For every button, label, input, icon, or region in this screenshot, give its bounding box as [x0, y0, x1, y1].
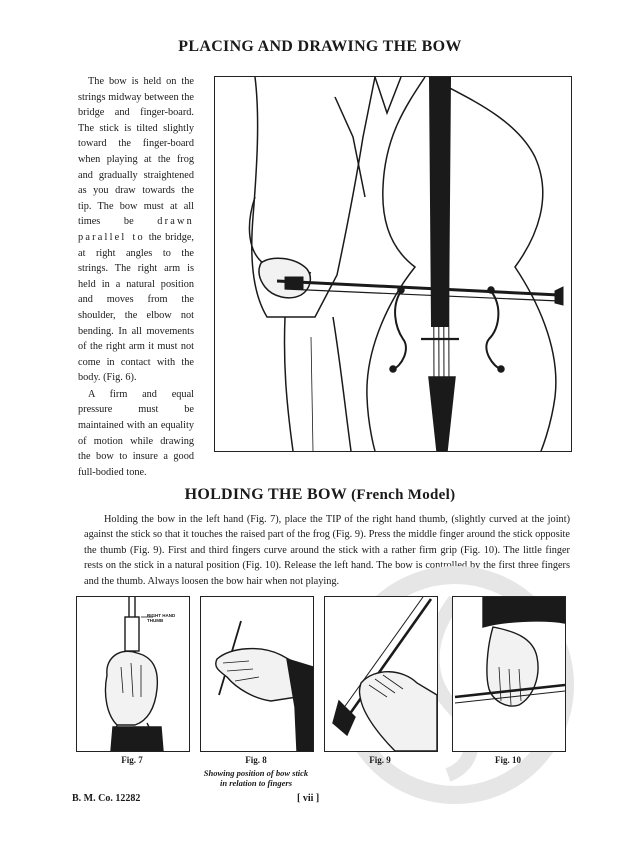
cello-player-drawing [215, 77, 571, 451]
figure-10-drawing [453, 597, 565, 751]
figure-7-caption: Fig. 7 [121, 755, 143, 765]
section-title [0, 486, 640, 504]
section-title-text: HOLDING THE BOW [184, 486, 347, 503]
figure-7-box [76, 596, 190, 752]
sidebar-paragraph-2: A firm and equal pressure must be maintained with an equality of motion while drawing the bow to insure a good full-bodied tone. [78, 388, 194, 478]
sidebar-spaced-text: drawn parallel to [78, 216, 194, 243]
figure-8-box [200, 596, 314, 752]
section-subtitle: (French Model) [351, 487, 456, 503]
figure-8-drawing [201, 597, 313, 751]
sidebar-text-a: The bow is held on the strings midway between the bridge and finger-board. The stick is tilted slightly toward the finger-board when playing at the frog and gradually straightened as you draw towards the tip. The bow must at all times be [78, 76, 194, 228]
figure-9-caption: Fig. 9 [369, 755, 391, 765]
page-number: [ vii ] [297, 793, 320, 804]
figure-8-note: Showing position of bow stick in relation to fingers [203, 768, 309, 788]
figure-9-drawing [325, 597, 437, 751]
sidebar-paragraph-1 [78, 74, 194, 386]
publisher-code: B. M. Co. 12282 [72, 793, 141, 804]
figure-7-label: RIGHT HAND THUMB [147, 613, 176, 623]
holding-bow-paragraph: Holding the bow in the left hand (Fig. 7), place the TIP of the right hand thumb, (slightly curved at the joint) against the stick so that it touches the raised part of the frog (Fig. 9). Press the middle finger around the stick opposite the thumb (Fig. 9). First and third fingers curve around the stick with a rather firm grip (Fig. 10). The little finger rests on the stick in a natural position (Fig. 10). Release the left hand. The bow is controlled by the first three fingers and the thumb. Always loosen the bow hair when not playing. [84, 514, 570, 587]
figure-10-caption: Fig. 10 [495, 755, 521, 765]
figure-10-box [452, 596, 566, 752]
bow-placement-illustration [214, 76, 572, 452]
sidebar-text [78, 74, 194, 480]
page-title: PLACING AND DRAWING THE BOW [178, 38, 462, 55]
figure-8-caption: Fig. 8 [245, 755, 267, 765]
figure-9-box [324, 596, 438, 752]
sidebar-text-b: the bridge, at right angles to the strings. The right arm is held in a natural position and moves from the shoulder, the elbow not bending. In all movements of the right arm it must not come in contact with the body. (Fig. 6). [78, 231, 195, 384]
